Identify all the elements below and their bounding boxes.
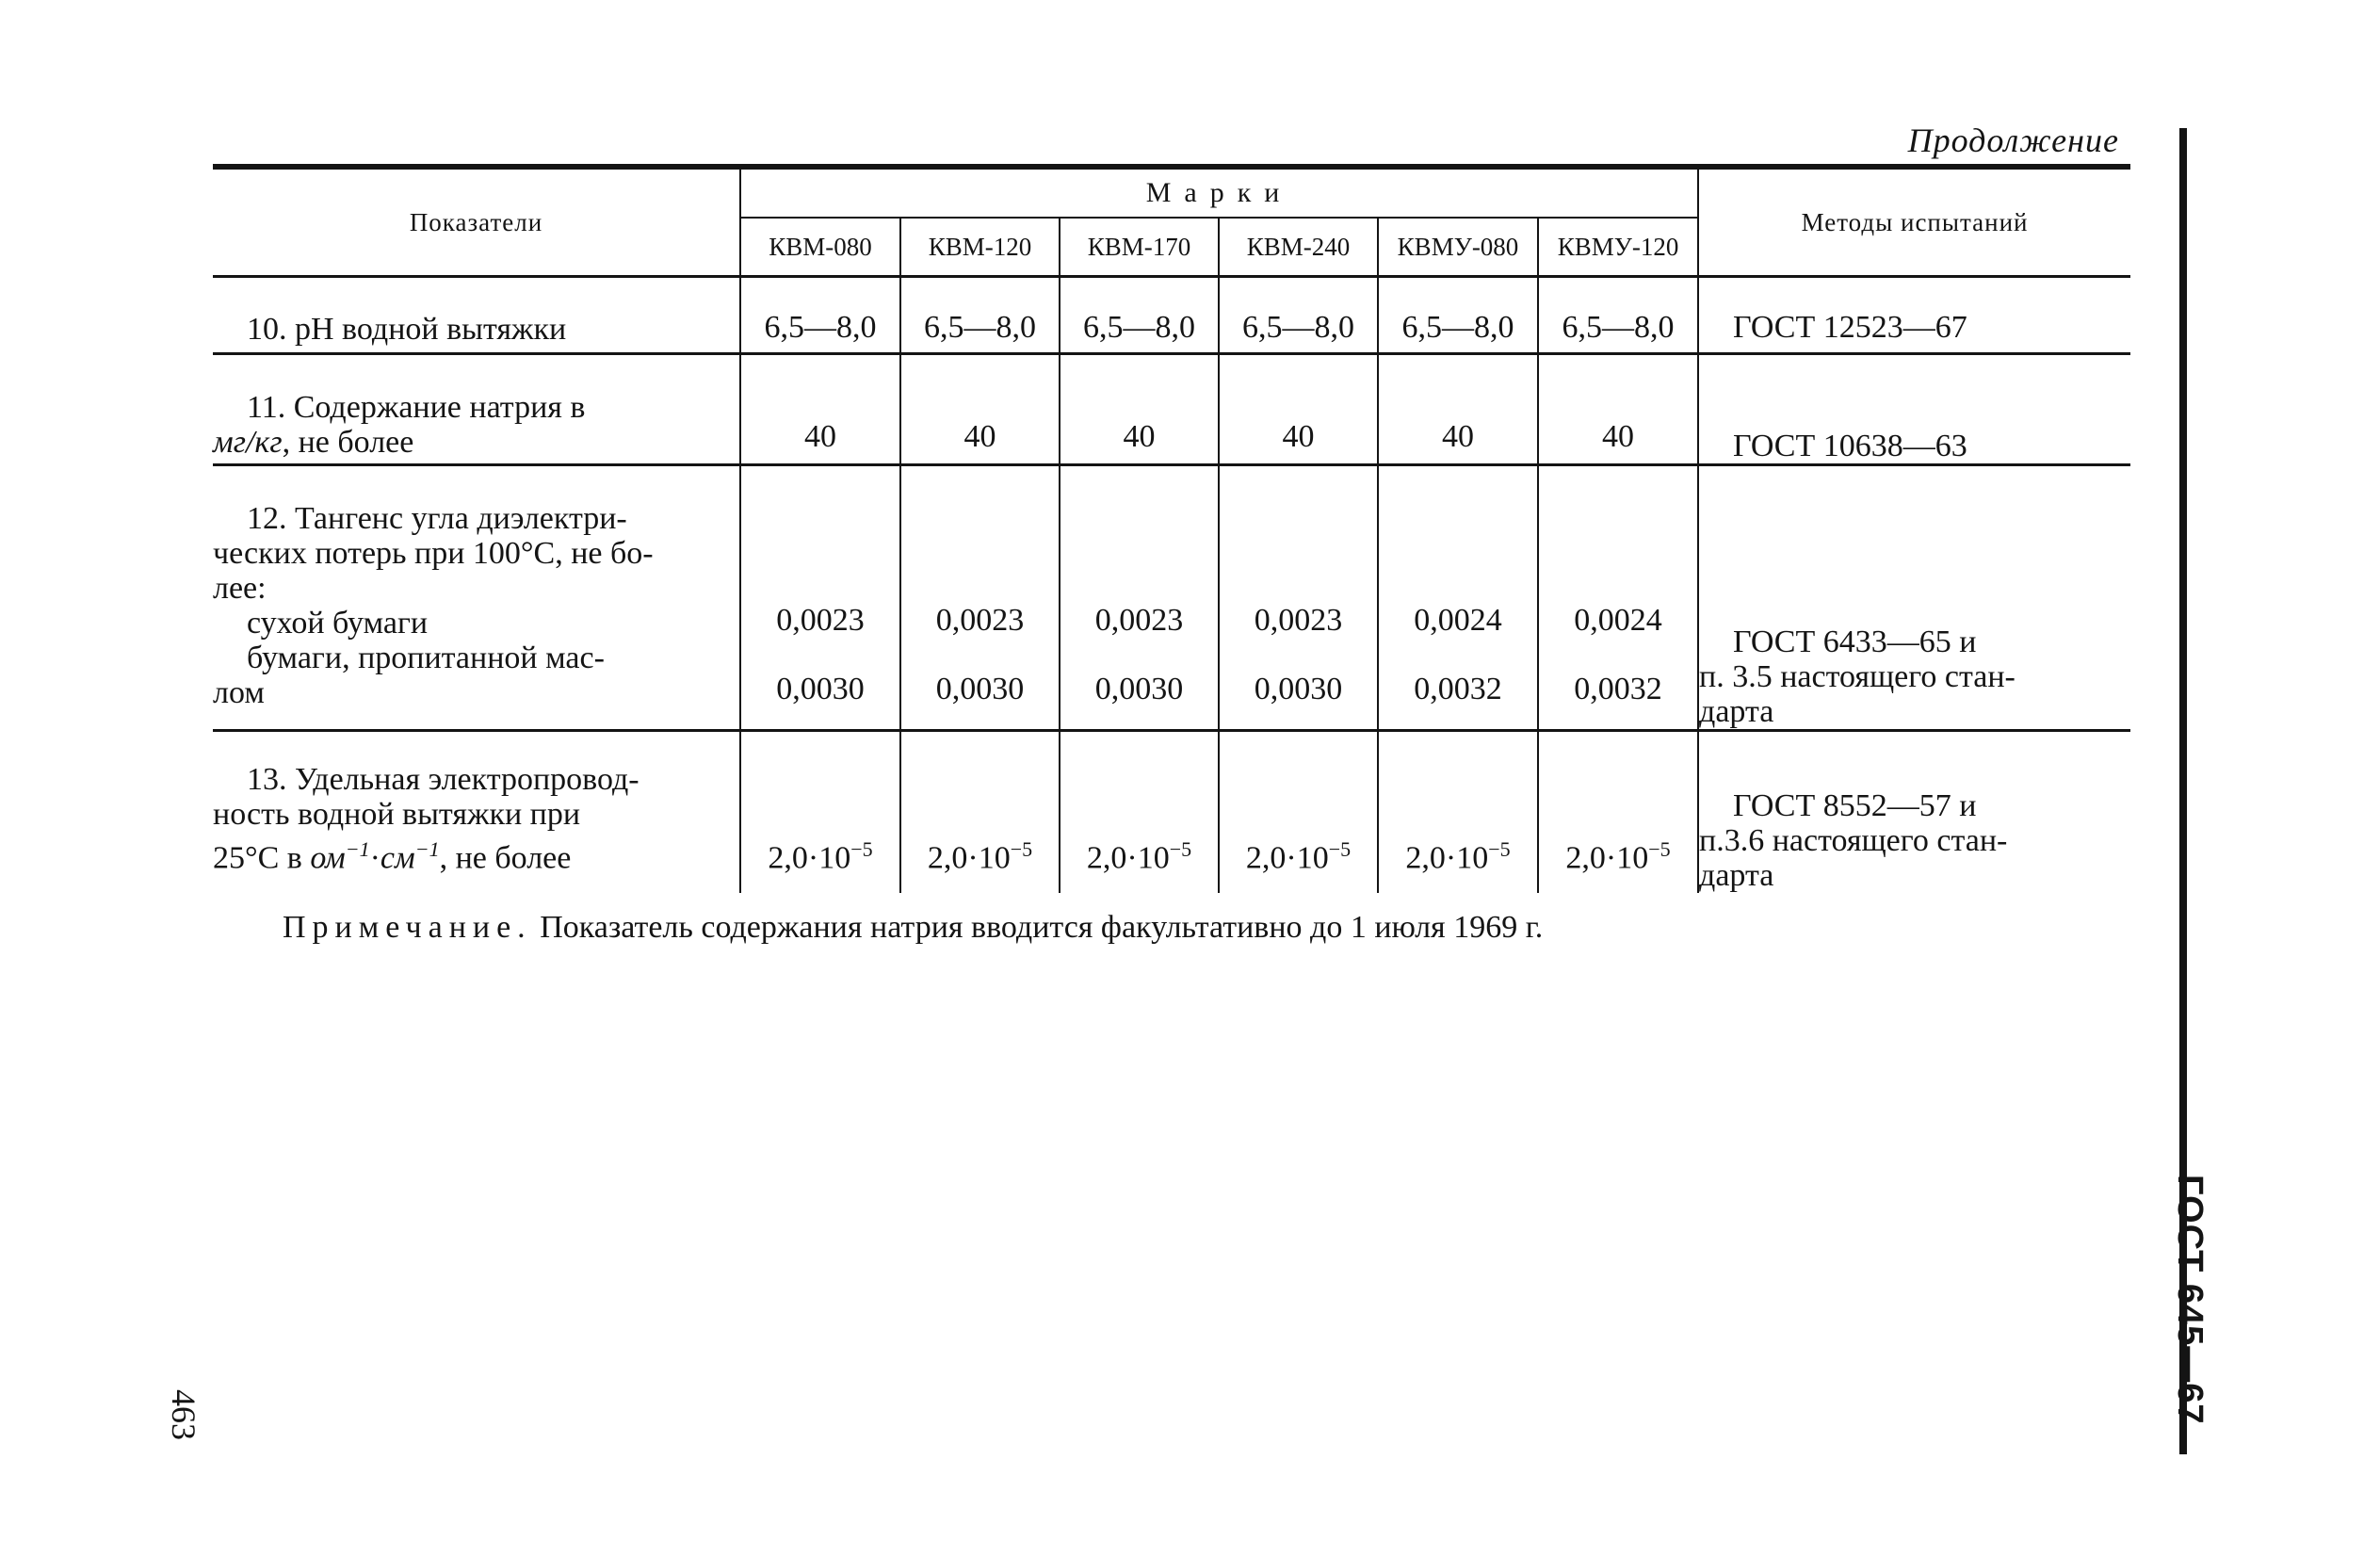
indicator-cell: [213, 277, 740, 354]
value-impregnated: 0,0032: [1574, 672, 1662, 706]
header-row: [213, 167, 2130, 218]
value-mantissa: 2,0·10: [1565, 840, 1649, 876]
indicator-cell: [213, 731, 740, 893]
header-grade: КВМ-120: [900, 218, 1060, 277]
header-grade: КВМ-080: [740, 218, 900, 277]
value-impregnated: 0,0030: [1094, 672, 1184, 706]
value: 6,5—8,0: [1562, 310, 1675, 345]
value-cell: [740, 277, 900, 354]
value-impregnated: 0,0030: [935, 672, 1025, 706]
value-cell: [1378, 731, 1538, 893]
value: [1220, 832, 1377, 875]
value-exponent: −5: [1488, 837, 1511, 862]
note-label: Примечание.: [283, 910, 532, 945]
indicator-line: 11. Содержание натрия в: [247, 390, 586, 425]
value: 40: [804, 419, 836, 454]
value-exponent: −5: [1010, 837, 1033, 862]
value-mantissa: 2,0·10: [1086, 840, 1170, 876]
indicator-line: ность водной вытяжки при: [213, 797, 581, 833]
value-exponent: −5: [850, 837, 873, 862]
value-cell: [1378, 277, 1538, 354]
value-exponent: −5: [1328, 837, 1352, 862]
value-cell: [900, 465, 1060, 731]
method-line: ГОСТ 6433—65 и: [1733, 624, 1977, 659]
indicator-line: 13. Удельная электропровод-: [247, 762, 640, 798]
table-row: [213, 277, 2130, 354]
value-mantissa: 2,0·10: [768, 840, 851, 876]
indicator-tail: , не более: [439, 840, 572, 876]
unit-exponent: −1: [414, 837, 440, 862]
value: [1539, 832, 1697, 875]
value-cell: [1538, 731, 1698, 893]
value-dry: 0,0024: [1574, 603, 1662, 638]
indicator-unit: мг/кг: [213, 425, 283, 460]
value-cell: [900, 354, 1060, 465]
value-mantissa: 2,0·10: [1245, 840, 1329, 876]
value-cell: [740, 354, 900, 465]
value-mantissa: 2,0·10: [1405, 840, 1489, 876]
value: [1379, 832, 1537, 875]
indicator-tail: , не более: [282, 425, 414, 460]
method-cell: [1698, 731, 2130, 893]
unit-cm: см: [380, 840, 415, 876]
value-mantissa: 2,0·10: [927, 840, 1011, 876]
indicator-cell: [213, 465, 740, 731]
value: 40: [1442, 419, 1474, 454]
value-dry: 0,0023: [1254, 603, 1343, 638]
value: 40: [1282, 419, 1315, 454]
value-dry: 0,0023: [935, 603, 1025, 638]
method-cell: [1698, 465, 2130, 731]
page-number: 463: [165, 1389, 202, 1440]
method-line: дарта: [1699, 694, 1774, 729]
value-cell: [900, 731, 1060, 893]
header-grade: КВМ-170: [1060, 218, 1219, 277]
value-cell: [900, 277, 1060, 354]
value-cell: [1378, 465, 1538, 731]
value-cell: [1219, 731, 1378, 893]
indicator-cell: [213, 354, 740, 465]
indicator-line: 12. Тангенс угла диэлектри-: [247, 501, 627, 536]
value-cell: [1060, 731, 1219, 893]
value-cell: [1538, 277, 1698, 354]
value-impregnated: 0,0030: [1254, 672, 1343, 706]
method-cell: [1698, 277, 2130, 354]
value-cell: [740, 731, 900, 893]
indicator-line: 25°С в $ом^{-1}\cdot см^{-1}$, не более: [213, 837, 572, 876]
value-dry: 0,0023: [1094, 603, 1184, 638]
method-line: п.3.6 настоящего стан-: [1699, 822, 2008, 858]
method-line: дарта: [1699, 857, 1774, 893]
header-grade: КВМУ-080: [1378, 218, 1538, 277]
value: 40: [1602, 419, 1635, 454]
indicator-line: лее:: [213, 571, 267, 606]
header-grade: КВМ-240: [1219, 218, 1378, 277]
table-row: [213, 731, 2130, 893]
value: [741, 832, 899, 875]
indicator-line: лом: [213, 675, 265, 710]
value: 40: [1123, 419, 1156, 454]
indicator-line: [213, 425, 739, 460]
value: [901, 832, 1059, 875]
table-note: [283, 910, 1789, 946]
value: 6,5—8,0: [764, 310, 877, 345]
standard-code: ГОСТ 645—67: [2170, 1175, 2210, 1425]
value-cell: [1538, 465, 1698, 731]
table-row: [213, 354, 2130, 465]
indicator-line: бумаги, пропитанной мас-: [247, 641, 605, 675]
header-indicators: Показатели: [213, 167, 740, 277]
value-dry: 0,0024: [1414, 603, 1502, 638]
table-row: [213, 465, 2130, 731]
header-grades-group: Марки: [740, 167, 1698, 218]
note-text: Показатель содержания натрия вводится факультативно до 1 июля 1969 г.: [540, 910, 1544, 945]
value-cell: [1219, 277, 1378, 354]
method-line: ГОСТ 10638—63: [1733, 429, 1967, 463]
method-cell: [1698, 354, 2130, 465]
unit-ohm: ом: [310, 840, 346, 876]
indicator-line: 10. pH водной вытяжки: [247, 312, 567, 347]
value: [1060, 832, 1218, 875]
value: 6,5—8,0: [1242, 310, 1354, 345]
unit-exponent: −1: [345, 837, 370, 862]
value-impregnated: 0,0030: [776, 672, 865, 706]
method-line: п. 3.5 настоящего стан-: [1699, 659, 2016, 694]
value: 40: [963, 419, 996, 454]
specification-table: [213, 164, 2130, 893]
value-cell: [1219, 354, 1378, 465]
header-test-methods: Методы испытаний: [1698, 167, 2130, 277]
value-cell: [1060, 354, 1219, 465]
value-cell: [1219, 465, 1378, 731]
header-grade: КВМУ-120: [1538, 218, 1698, 277]
value: 6,5—8,0: [924, 310, 1036, 345]
indicator-text: 25°С в: [213, 840, 302, 876]
value-dry: 0,0023: [776, 603, 865, 638]
value-exponent: −5: [1648, 837, 1671, 862]
value-exponent: −5: [1169, 837, 1192, 862]
method-line: ГОСТ 12523—67: [1733, 310, 1967, 345]
indicator-line: сухой бумаги: [247, 606, 429, 641]
value-cell: [1060, 465, 1219, 731]
value-cell: [1378, 354, 1538, 465]
indicator-line: ческих потерь при 100°С, не бо-: [213, 536, 654, 571]
value-cell: [1060, 277, 1219, 354]
value-cell: [1538, 354, 1698, 465]
value: 6,5—8,0: [1083, 310, 1195, 345]
method-line: ГОСТ 8552—57 и: [1733, 787, 1977, 823]
value-impregnated: 0,0032: [1414, 672, 1502, 706]
value-cell: [740, 465, 900, 731]
value: 6,5—8,0: [1401, 310, 1514, 345]
continuation-label: Продолжение: [1907, 122, 2119, 159]
